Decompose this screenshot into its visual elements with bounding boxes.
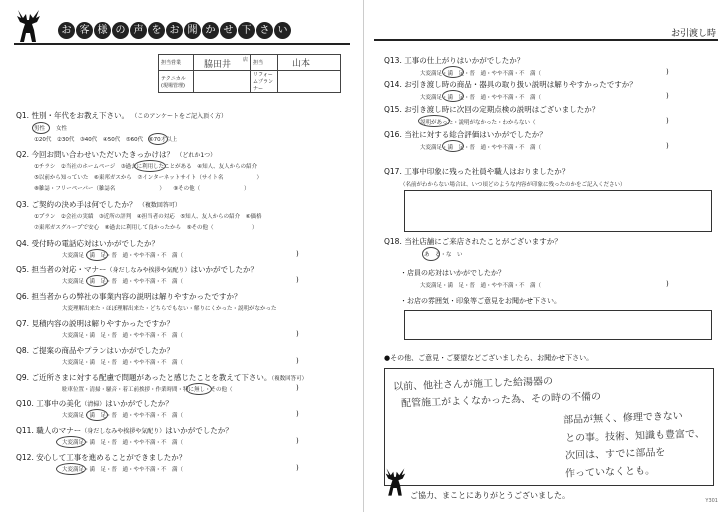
q18-paren-close: ) bbox=[666, 280, 669, 288]
q5-note: （身だしなみや挨拶や気配り） bbox=[106, 267, 191, 274]
q5-text: Q5. 担当者の対応・マナー bbox=[16, 265, 107, 274]
q18-answer-box[interactable] bbox=[404, 310, 712, 340]
planner-label: リフォームプランナー bbox=[251, 71, 278, 93]
q2-answer-mark bbox=[134, 160, 166, 172]
right-page bbox=[364, 0, 728, 512]
handwriting-line-4: との事。技術、知識も豊富で、 bbox=[564, 428, 706, 445]
q18-answer-mark bbox=[422, 247, 440, 261]
q7-scale: 大変満足・満 足・普 通・やや不満・不 満（ bbox=[62, 333, 184, 339]
q13-scale: 大変満足・満 足・普 通・やや不満・不 満（ bbox=[420, 71, 542, 77]
sales-label: 担当営業 bbox=[159, 55, 194, 71]
q10-answer-mark bbox=[86, 409, 108, 421]
q2-options-2: ⑤以前から知っていた ⑥東邦ガスから ⑦インターネットサイト（サイト名 ） bbox=[34, 175, 263, 181]
q3-options-1: ①プラン ②会社の実績 ③近所の評判 ④担当者の対応 ⑤知人、友人からの紹介 ⑥価格 bbox=[34, 214, 262, 220]
q14-title: Q14. お引き渡し時の商品・器具の取り扱い説明は解りやすかったですか？ bbox=[384, 80, 637, 89]
title-char: 聞 bbox=[184, 22, 201, 39]
title-char: 様 bbox=[94, 22, 111, 39]
deer-logo-icon bbox=[8, 6, 48, 46]
q17-note: （名前がわからない場合は、いつ頃どのような内容が印象に残ったのかをご記入ください） bbox=[400, 182, 626, 188]
q16-scale: 大変満足・満 足・普 通・やや不満・不 満（ bbox=[420, 145, 542, 151]
q2-options-3: ⑧雑誌・フリーペーパー（雑誌名 ） ⑨その他（ ） bbox=[34, 186, 250, 192]
q2-note: （どれか1つ） bbox=[176, 152, 217, 159]
q17-title: Q17. 工事中印象に残った社員や職人はおりましたか？ bbox=[384, 167, 570, 176]
q10-text: Q10. 工事中の美化 bbox=[16, 399, 82, 408]
deer-footer-icon bbox=[378, 464, 412, 500]
title-char: か bbox=[202, 22, 219, 39]
q6-scale: 大変理解出来た・ほぼ理解出来た・どちらでもない・解りにくかった・説明がなかった bbox=[62, 306, 277, 312]
title-char: 下 bbox=[238, 22, 255, 39]
q9-note: （複数回答可） bbox=[271, 376, 308, 382]
q14-answer-mark bbox=[442, 90, 464, 102]
sales-name: 脇田井 bbox=[204, 60, 232, 70]
q5-paren-close: ) bbox=[296, 276, 299, 284]
q12-scale: 大変満足・満 足・普 通・やや不満・不 満（ bbox=[62, 467, 184, 473]
title-char: い bbox=[274, 22, 291, 39]
q16-answer-mark bbox=[442, 140, 464, 152]
inspector-name: 山本 bbox=[292, 59, 311, 69]
q2-options-1: ①チラシ ②当社のホームページ ③過去に利用したことがある ④知人、友人からの紹介 bbox=[34, 164, 258, 170]
q1-title bbox=[16, 110, 227, 121]
q1-gender: 男性 女性 bbox=[34, 126, 68, 132]
handwriting-line-1: 以前、他社さんが施工した給湯器の bbox=[392, 376, 554, 393]
q8-paren-close: ) bbox=[296, 357, 299, 365]
q18-scale: あ る・な い bbox=[424, 252, 463, 258]
q13-paren-close: ) bbox=[666, 68, 669, 76]
title-char: を bbox=[148, 22, 165, 39]
q18-title: Q18. 当社店舗にご来店されたことがございますか？ bbox=[384, 237, 562, 246]
q9-scale: 駐車位置・清掃・騒音・着工前挨拶・作業時間・特に無し・その他（ bbox=[62, 387, 233, 393]
q5-answer-mark bbox=[86, 275, 108, 287]
planner-cell bbox=[278, 71, 341, 93]
inspector-label: 担当 bbox=[251, 55, 278, 71]
q11-note: （身だしなみや挨拶や気配り） bbox=[81, 428, 166, 435]
q5-title bbox=[16, 264, 258, 275]
handover-title: お引渡し時 bbox=[670, 29, 716, 39]
q5-scale: 大変満足・満 足・普 通・やや不満・不 満（ bbox=[62, 279, 184, 285]
q12-title: Q12. 安心して工事を進めることができましたか？ bbox=[16, 453, 187, 462]
q17-answer-box[interactable] bbox=[404, 190, 712, 232]
q11-paren-close: ) bbox=[296, 437, 299, 445]
other-comments-box[interactable] bbox=[384, 368, 714, 486]
q9-answer-mark bbox=[186, 383, 212, 395]
q3-text: Q3. ご契約の決め手は何でしたか？ bbox=[16, 200, 137, 209]
q5-tail: はいかがでしたか？ bbox=[190, 265, 258, 274]
title-char: 客 bbox=[76, 22, 93, 39]
q18-sub1-scale: 大変満足・満 足・普 通・やや不満・不 満（ bbox=[420, 283, 542, 289]
q3-options-2: ⑦東邦ガスグループで安心 ⑧過去に利用して良かったから ⑨その他（ ） bbox=[34, 225, 258, 231]
staff-info-table bbox=[158, 54, 341, 93]
q15-answer-mark bbox=[418, 115, 450, 127]
tech-label: テクニカル(現場管理) bbox=[159, 71, 194, 93]
q11-title bbox=[16, 425, 233, 436]
form-code: Y301 bbox=[705, 498, 718, 504]
q10-title bbox=[16, 398, 173, 409]
handwriting-line-3: 部品が無く、修理できない bbox=[562, 410, 684, 427]
q10-note: （清掃） bbox=[81, 401, 106, 408]
q14-paren-close: ) bbox=[666, 92, 669, 100]
q10-paren-close: ) bbox=[296, 410, 299, 418]
q14-scale: 大変満足・満 足・普 通・やや不満・不 満（ bbox=[420, 95, 542, 101]
q1-age-mark bbox=[148, 133, 168, 145]
title-char: せ bbox=[220, 22, 237, 39]
q7-paren-close: ) bbox=[296, 330, 299, 338]
q12-paren-close: ) bbox=[296, 464, 299, 472]
title-underline bbox=[14, 43, 350, 45]
title-char: お bbox=[166, 22, 183, 39]
q3-note: （複数回答可） bbox=[138, 202, 181, 209]
q18-sub2: ・お店の雰囲気・印象等ご意見をお聞かせ下さい。 bbox=[400, 297, 561, 305]
sales-cell bbox=[194, 55, 251, 71]
q7-title: Q7. 見積内容の説明は解りやすかったですか？ bbox=[16, 319, 174, 328]
q4-paren-close: ) bbox=[296, 250, 299, 258]
handwriting-line-2: 配管施工がよくなかった為、その時の不備の bbox=[400, 391, 602, 410]
q2-title bbox=[16, 149, 216, 160]
q1-note: （このアンケートをご記入頂く方） bbox=[131, 113, 227, 120]
title-char: 声 bbox=[130, 22, 147, 39]
inspector-cell bbox=[278, 55, 341, 71]
q15-scale: 説明があった・説明がなかった・わからない（ bbox=[420, 120, 536, 126]
q12-answer-mark bbox=[56, 463, 86, 475]
q6-title: Q6. 担当者からの弊社の事業内容の説明は解りやすかったですか？ bbox=[16, 292, 242, 301]
right-title-underline bbox=[374, 39, 718, 41]
title-char: の bbox=[112, 22, 129, 39]
q18-sub1: ・店員の応対はいかがでしたか？ bbox=[400, 269, 505, 277]
q11-text: Q11. 職人のマナー bbox=[16, 426, 82, 435]
q13-answer-mark bbox=[442, 66, 464, 78]
q4-title: Q4. 受付時の電話応対はいかがでしたか？ bbox=[16, 239, 159, 248]
q8-title: Q8. ご提案の商品やプランはいかがでしたか？ bbox=[16, 346, 174, 355]
q1-answer-mark bbox=[32, 122, 50, 134]
q1-text: Q1. 性別・年代をお教え下さい。 bbox=[16, 111, 129, 120]
q16-title: Q16. 当社に対する総合評価はいかがでしたか？ bbox=[384, 130, 547, 139]
sales-suffix: 店 bbox=[242, 57, 248, 63]
q16-paren-close: ) bbox=[666, 142, 669, 150]
thanks-message: ご協力、まことにありがとうございました。 bbox=[410, 491, 570, 500]
q10-scale: 大変満足・満 足・普 通・やや不満・不 満（ bbox=[62, 413, 184, 419]
q11-answer-mark bbox=[56, 436, 86, 448]
tech-cell bbox=[194, 71, 251, 93]
q15-paren-close: ) bbox=[666, 117, 669, 125]
other-comments-title: ●その他、ご意見・ご要望などございましたら、お聞かせ下さい。 bbox=[384, 354, 594, 362]
q9-title bbox=[16, 372, 307, 383]
page-title bbox=[58, 22, 291, 39]
q1-ages: ①20代 ②30代 ③40代 ④50代 ⑤60代 ⑥70才以上 bbox=[34, 137, 178, 143]
q4-scale: 大変満足・満 足・普 通・やや不満・不 満（ bbox=[62, 253, 184, 259]
q9-paren-close: ) bbox=[296, 384, 299, 392]
q9-text: Q9. ご近所さまに対する配慮で問題があったと感じたことを教えて下さい。 bbox=[16, 373, 272, 382]
q10-tail: はいかがでしたか？ bbox=[105, 399, 173, 408]
q11-scale: 大変満足・満 足・普 通・やや不満・不 満（ bbox=[62, 440, 184, 446]
q8-scale: 大変満足・満 足・普 通・やや不満・不 満（ bbox=[62, 360, 184, 366]
title-char: お bbox=[58, 22, 75, 39]
title-char: さ bbox=[256, 22, 273, 39]
q15-title: Q15. お引き渡し時に次回の定期点検の説明はございましたか？ bbox=[384, 105, 600, 114]
q3-title bbox=[16, 199, 181, 210]
handwriting-line-5: 次回は、すでに部品を bbox=[564, 447, 666, 462]
q13-title: Q13. 工事の仕上がりはいかがでしたか？ bbox=[384, 56, 525, 65]
q4-answer-mark bbox=[86, 249, 108, 261]
q2-text: Q2. 今回お問い合わせいただいたきっかけは？ bbox=[16, 150, 174, 159]
q11-tail: はいかがでしたか？ bbox=[165, 426, 233, 435]
handwriting-line-6: 作っていなくとも。 bbox=[564, 465, 656, 480]
